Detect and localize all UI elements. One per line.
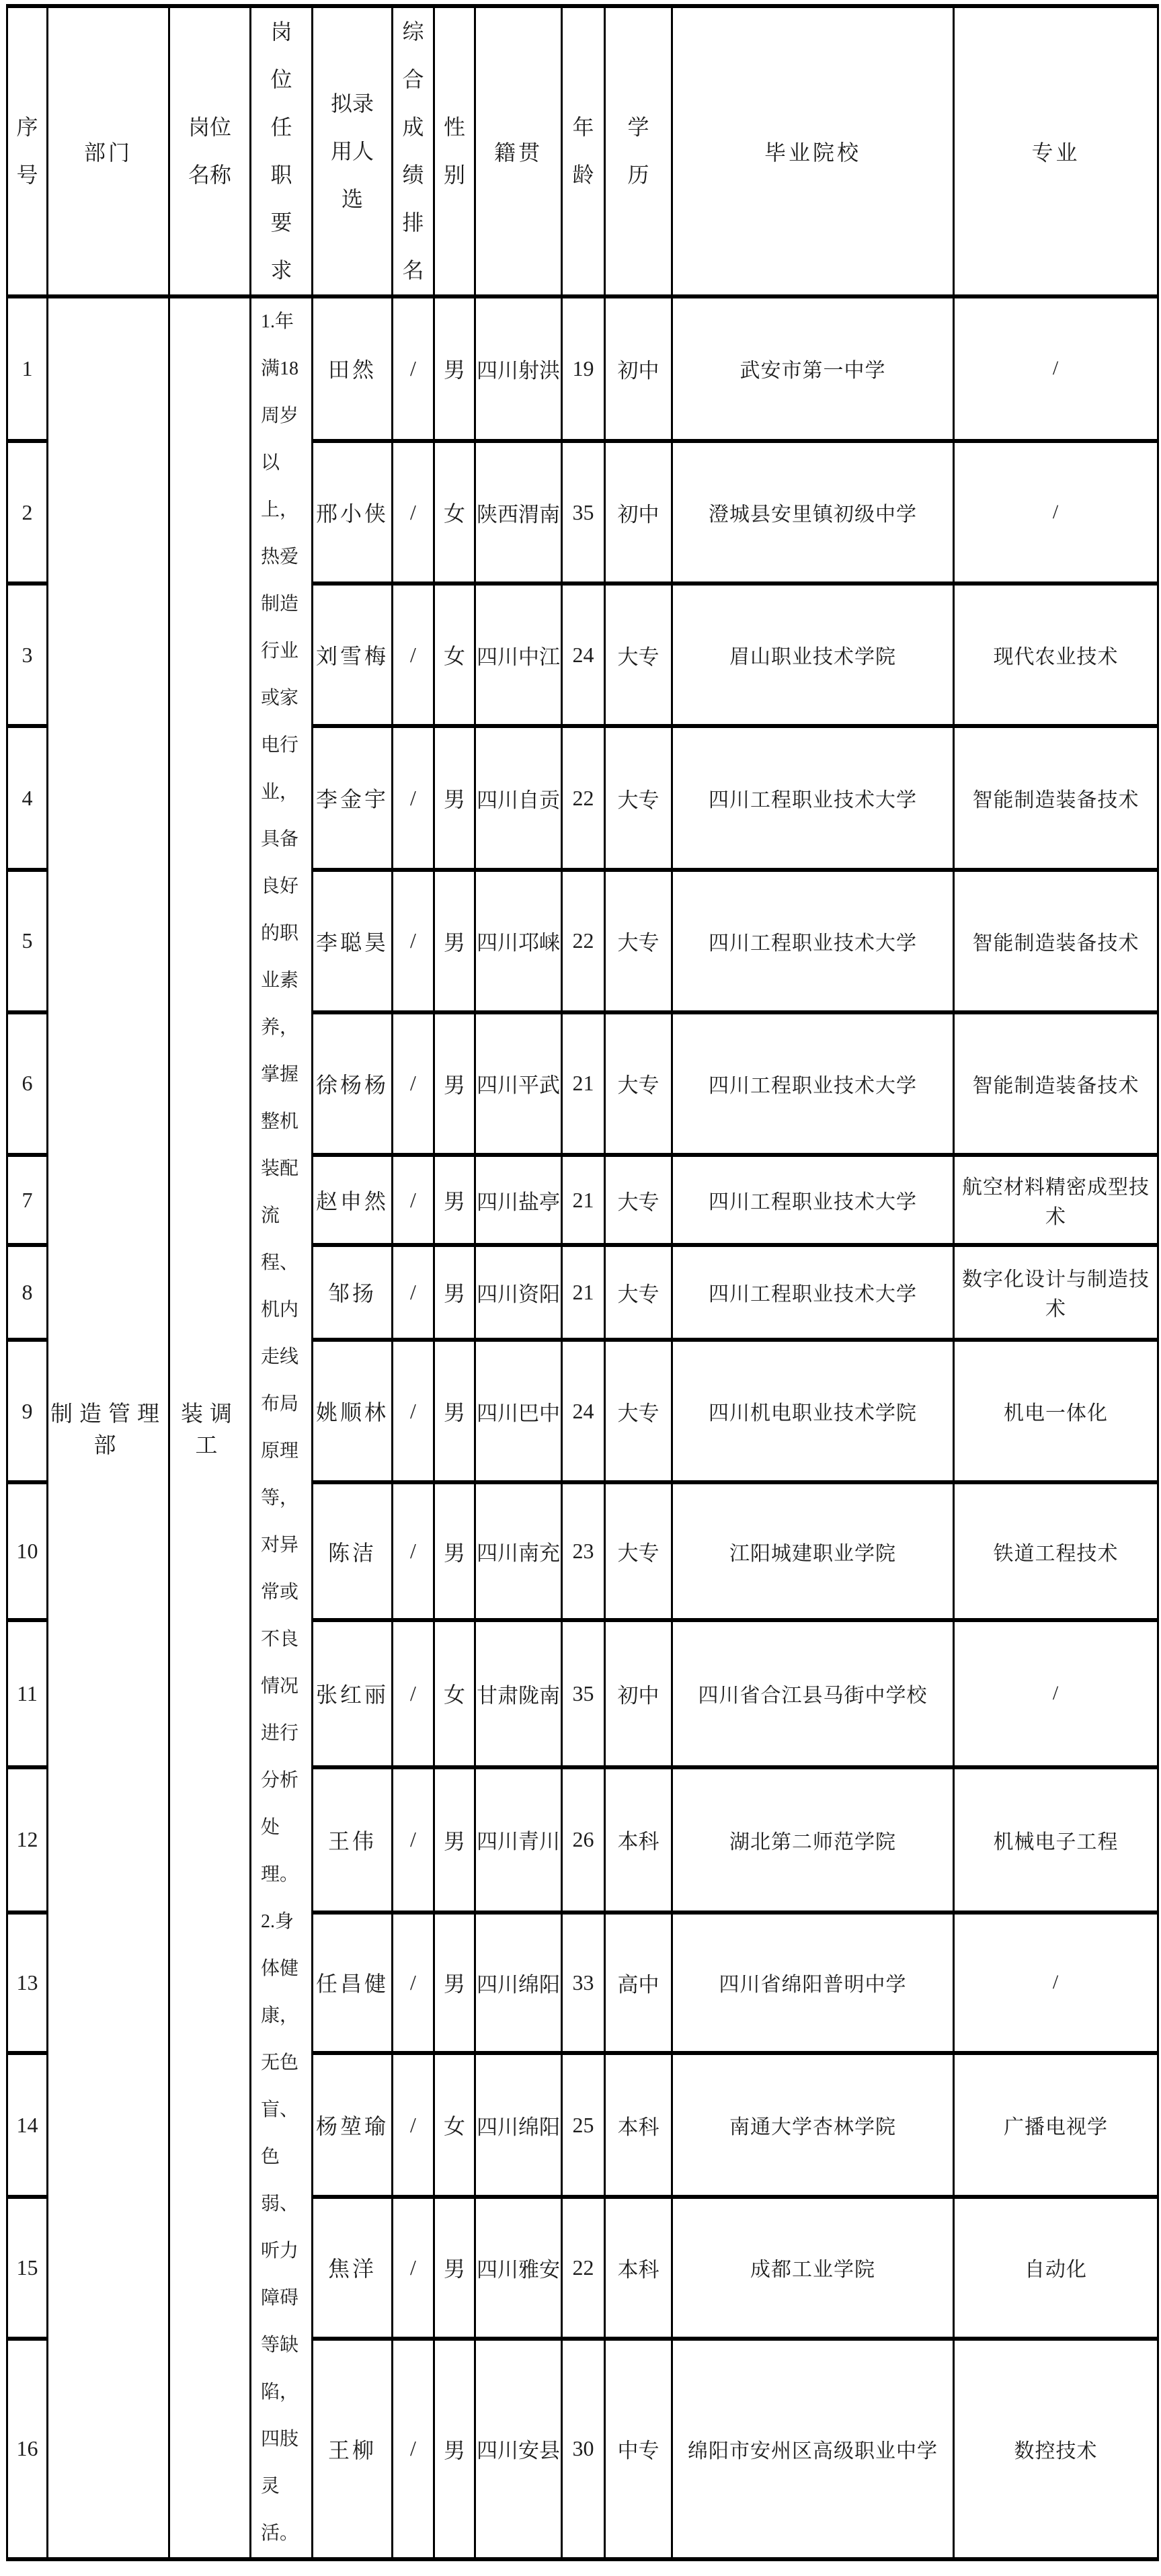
cell-origin: 四川资阳 (475, 1245, 562, 1340)
cell-gender: 男 (434, 1767, 475, 1913)
cell-candidate: 王柳 (313, 2339, 393, 2559)
cell-rank: / (393, 1767, 434, 1913)
cell-rank: / (393, 583, 434, 726)
cell-school: 四川工程职业技术大学 (672, 1245, 954, 1340)
cell-candidate: 田然 (313, 296, 393, 441)
cell-gender: 男 (434, 1245, 475, 1340)
cell-origin: 四川自贡 (475, 726, 562, 870)
cell-candidate: 赵申然 (313, 1155, 393, 1245)
cell-no: 2 (7, 441, 48, 584)
cell-age: 30 (562, 2339, 605, 2559)
recruitment-table (6, 4, 1159, 2561)
header-row (7, 6, 1158, 296)
cell-gender: 男 (434, 296, 475, 441)
cell-rank: / (393, 726, 434, 870)
column-header-rank: 综合成绩排名 (393, 6, 434, 296)
cell-rank: / (393, 1620, 434, 1767)
column-header-candidate: 拟录用人选 (313, 6, 393, 296)
cell-gender: 女 (434, 583, 475, 726)
table-body (7, 296, 1158, 2559)
cell-major: 智能制造装备技术 (954, 870, 1158, 1012)
cell-origin: 四川射洪 (475, 296, 562, 441)
cell-no: 13 (7, 1913, 48, 2054)
cell-gender: 男 (434, 1482, 475, 1620)
cell-school: 南通大学杏林学院 (672, 2053, 954, 2197)
cell-gender: 男 (434, 1340, 475, 1483)
cell-no: 15 (7, 2197, 48, 2339)
cell-major: 机电一体化 (954, 1340, 1158, 1483)
cell-major: 智能制造装备技术 (954, 726, 1158, 870)
cell-rank: / (393, 1482, 434, 1620)
cell-major: 数控技术 (954, 2339, 1158, 2559)
cell-education: 大专 (605, 870, 672, 1012)
cell-origin: 四川盐亭 (475, 1155, 562, 1245)
cell-candidate: 任昌健 (313, 1913, 393, 2054)
cell-education: 本科 (605, 2197, 672, 2339)
cell-education: 高中 (605, 1913, 672, 2054)
cell-education: 初中 (605, 1620, 672, 1767)
cell-age: 25 (562, 2053, 605, 2197)
cell-no: 6 (7, 1012, 48, 1156)
cell-education: 大专 (605, 726, 672, 870)
cell-rank: / (393, 2197, 434, 2339)
cell-candidate: 张红丽 (313, 1620, 393, 1767)
cell-age: 24 (562, 583, 605, 726)
cell-gender: 女 (434, 1620, 475, 1767)
cell-education: 大专 (605, 583, 672, 726)
cell-origin: 陕西渭南 (475, 441, 562, 584)
cell-candidate: 李聪昊 (313, 870, 393, 1012)
cell-gender: 男 (434, 2197, 475, 2339)
cell-gender: 男 (434, 2339, 475, 2559)
cell-education: 初中 (605, 296, 672, 441)
cell-candidate: 李金宇 (313, 726, 393, 870)
cell-no: 11 (7, 1620, 48, 1767)
cell-origin: 四川巴中 (475, 1340, 562, 1483)
cell-no: 12 (7, 1767, 48, 1913)
cell-education: 大专 (605, 1155, 672, 1245)
cell-school: 四川工程职业技术大学 (672, 870, 954, 1012)
cell-gender: 男 (434, 726, 475, 870)
cell-rank: / (393, 296, 434, 441)
cell-origin: 四川南充 (475, 1482, 562, 1620)
cell-no: 16 (7, 2339, 48, 2559)
cell-requirements: 1.年满18周岁以上，热爱制造行业或家电行业，具备良好的职业素养，掌握整机装配流程、机内走线布局原理等，对异常或不良情况进行分析处理。2.身体健康，无色盲、色弱、听力障碍等缺陷，四肢灵活。 (251, 296, 313, 2559)
cell-department: 制造管理部 (48, 296, 169, 2559)
cell-school: 四川机电职业技术学院 (672, 1340, 954, 1483)
cell-major: / (954, 1913, 1158, 2054)
cell-school: 四川省合江县马街中学校 (672, 1620, 954, 1767)
column-header-position: 岗位名称 (169, 6, 251, 296)
cell-major: 航空材料精密成型技术 (954, 1155, 1158, 1245)
table-row (7, 296, 1158, 441)
cell-major: / (954, 296, 1158, 441)
cell-candidate: 杨堃瑜 (313, 2053, 393, 2197)
cell-rank: / (393, 1245, 434, 1340)
cell-age: 22 (562, 870, 605, 1012)
cell-school: 眉山职业技术学院 (672, 583, 954, 726)
cell-gender: 男 (434, 1155, 475, 1245)
cell-school: 澄城县安里镇初级中学 (672, 441, 954, 584)
cell-age: 22 (562, 2197, 605, 2339)
cell-candidate: 邹扬 (313, 1245, 393, 1340)
cell-school: 江阳城建职业学院 (672, 1482, 954, 1620)
cell-no: 10 (7, 1482, 48, 1620)
cell-major: 数字化设计与制造技术 (954, 1245, 1158, 1340)
cell-major: / (954, 441, 1158, 584)
cell-candidate: 姚顺林 (313, 1340, 393, 1483)
cell-rank: / (393, 870, 434, 1012)
cell-major: 自动化 (954, 2197, 1158, 2339)
column-header-gender: 性别 (434, 6, 475, 296)
column-header-requirements: 岗位任职要求 (251, 6, 313, 296)
cell-origin: 四川邛崃 (475, 870, 562, 1012)
cell-no: 1 (7, 296, 48, 441)
cell-no: 4 (7, 726, 48, 870)
cell-age: 24 (562, 1340, 605, 1483)
column-header-department: 部门 (48, 6, 169, 296)
cell-rank: / (393, 1913, 434, 2054)
cell-education: 大专 (605, 1245, 672, 1340)
column-header-no: 序号 (7, 6, 48, 296)
cell-major: 机械电子工程 (954, 1767, 1158, 1913)
cell-no: 9 (7, 1340, 48, 1483)
cell-age: 33 (562, 1913, 605, 2054)
cell-rank: / (393, 1155, 434, 1245)
cell-position: 装调工 (169, 296, 251, 2559)
cell-candidate: 邢小侠 (313, 441, 393, 584)
cell-age: 35 (562, 441, 605, 584)
cell-major: 铁道工程技术 (954, 1482, 1158, 1620)
cell-origin: 四川雅安 (475, 2197, 562, 2339)
cell-school: 四川工程职业技术大学 (672, 1155, 954, 1245)
cell-rank: / (393, 441, 434, 584)
cell-candidate: 徐杨杨 (313, 1012, 393, 1156)
cell-school: 武安市第一中学 (672, 296, 954, 441)
cell-rank: / (393, 2339, 434, 2559)
cell-education: 本科 (605, 1767, 672, 1913)
cell-origin: 四川青川 (475, 1767, 562, 1913)
cell-candidate: 焦洋 (313, 2197, 393, 2339)
cell-origin: 四川平武 (475, 1012, 562, 1156)
cell-candidate: 陈洁 (313, 1482, 393, 1620)
cell-school: 四川工程职业技术大学 (672, 726, 954, 870)
cell-major: / (954, 1620, 1158, 1767)
cell-education: 大专 (605, 1482, 672, 1620)
cell-origin: 四川安县 (475, 2339, 562, 2559)
cell-school: 四川工程职业技术大学 (672, 1012, 954, 1156)
cell-no: 7 (7, 1155, 48, 1245)
cell-gender: 男 (434, 870, 475, 1012)
cell-age: 35 (562, 1620, 605, 1767)
cell-no: 3 (7, 583, 48, 726)
cell-no: 5 (7, 870, 48, 1012)
cell-no: 14 (7, 2053, 48, 2197)
cell-age: 26 (562, 1767, 605, 1913)
cell-rank: / (393, 1340, 434, 1483)
cell-education: 中专 (605, 2339, 672, 2559)
cell-age: 19 (562, 296, 605, 441)
cell-school: 绵阳市安州区高级职业中学 (672, 2339, 954, 2559)
column-header-age: 年龄 (562, 6, 605, 296)
cell-rank: / (393, 2053, 434, 2197)
cell-school: 湖北第二师范学院 (672, 1767, 954, 1913)
cell-school: 四川省绵阳普明中学 (672, 1913, 954, 2054)
cell-age: 22 (562, 726, 605, 870)
column-header-major: 专业 (954, 6, 1158, 296)
cell-education: 初中 (605, 441, 672, 584)
cell-origin: 四川绵阳 (475, 1913, 562, 2054)
cell-major: 智能制造装备技术 (954, 1012, 1158, 1156)
cell-age: 23 (562, 1482, 605, 1620)
cell-major: 广播电视学 (954, 2053, 1158, 2197)
cell-no: 8 (7, 1245, 48, 1340)
cell-school: 成都工业学院 (672, 2197, 954, 2339)
column-header-origin: 籍贯 (475, 6, 562, 296)
cell-major: 现代农业技术 (954, 583, 1158, 726)
cell-education: 大专 (605, 1012, 672, 1156)
cell-age: 21 (562, 1245, 605, 1340)
column-header-education: 学历 (605, 6, 672, 296)
cell-gender: 男 (434, 1012, 475, 1156)
cell-candidate: 王伟 (313, 1767, 393, 1913)
cell-gender: 女 (434, 2053, 475, 2197)
cell-age: 21 (562, 1155, 605, 1245)
cell-gender: 男 (434, 1913, 475, 2054)
cell-origin: 甘肃陇南 (475, 1620, 562, 1767)
cell-candidate: 刘雪梅 (313, 583, 393, 726)
column-header-school: 毕业院校 (672, 6, 954, 296)
cell-origin: 四川中江 (475, 583, 562, 726)
cell-education: 本科 (605, 2053, 672, 2197)
table-header (7, 6, 1158, 296)
cell-gender: 女 (434, 441, 475, 584)
cell-education: 大专 (605, 1340, 672, 1483)
cell-origin: 四川绵阳 (475, 2053, 562, 2197)
cell-rank: / (393, 1012, 434, 1156)
cell-age: 21 (562, 1012, 605, 1156)
